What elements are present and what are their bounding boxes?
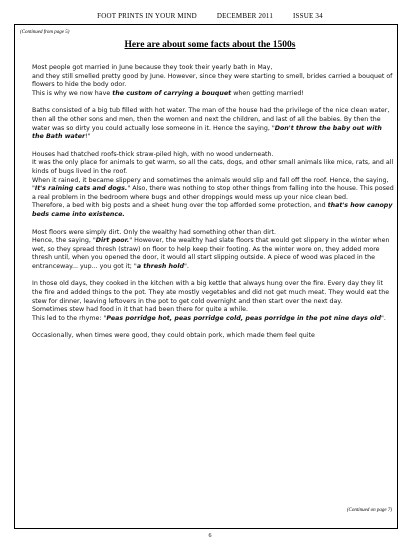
text-line: In those old days, they cooked in the kitchen with a big kettle that always hung over the fire. Every day they lit the fire and added things to the pot. They ate mostly vegetables and did not get much meat. They would eat the stew for dinner, leaving leftovers in the pot to get cold overnight and then start over the next day. bbox=[32, 280, 390, 305]
continued-from-note: (Continued from page 5) bbox=[20, 30, 70, 35]
text-line: Houses had thatched roofs-thick straw-piled high, with no wood underneath. bbox=[32, 150, 274, 158]
article-body bbox=[32, 64, 394, 350]
emphasis-phrase: Peas porridge hot, peas porridge cold, peas porridge in the pot nine days old bbox=[106, 314, 381, 322]
text-line: This is why we now have bbox=[32, 89, 113, 97]
text-line: ". bbox=[380, 314, 386, 322]
text-line: Most floors were simply dirt. Only the wealthy had something other than dirt. bbox=[32, 228, 277, 236]
continued-on-note: (Continued on page 7) bbox=[346, 508, 392, 513]
text-line: Occasionally, when times were good, they could obtain pork, which made them feel quite bbox=[32, 332, 315, 340]
text-line: When it rained, it became slippery and sometimes the animals would slip and fall off the roof. Hence, the saying, " bbox=[32, 176, 389, 193]
text-line: Therefore, a bed with big posts and a sheet hung over the top afforded some protection, and bbox=[32, 202, 328, 210]
publication-name: FOOT PRINTS IN YOUR MIND bbox=[97, 12, 197, 20]
paragraph-baths bbox=[32, 107, 394, 141]
text-line: " Also, there was nothing to stop other things from falling into the house. This posed a real problem in the bedroom where bugs and other droppings would mess up your nice clean bed. bbox=[32, 185, 394, 201]
text-line: Sometimes stew had food in it that had been there for quite a while. bbox=[32, 306, 249, 314]
paragraph-roofs bbox=[32, 151, 394, 220]
text-line: Hence, the saying, " bbox=[32, 237, 96, 245]
article-title: Here are about some facts about the 1500s bbox=[124, 40, 296, 50]
paragraph-wedding bbox=[32, 64, 394, 98]
text-line: " However, the wealthy had slate floors that would get slippery in the winter when wet, so they spread thresh (straw) on floor to help keep their footing. As the winter wore on, they added more thresh until, when you opened the door, it would all start slipping outside. A piece of wood was placed in the entranceway... yup... you got it; " bbox=[32, 237, 390, 270]
emphasis-phrase: Don't throw the baby out with the Bath water bbox=[32, 124, 382, 141]
text-line: It was the only place for animals to get warm, so all the cats, dogs, and other small animals like mice, rats, and all kinds of bugs lived in the roof. bbox=[32, 159, 394, 175]
text-line: ". bbox=[184, 262, 189, 270]
text-line: !" bbox=[85, 133, 91, 141]
emphasis-phrase: that's how canopy beds came into existence. bbox=[32, 202, 393, 218]
paragraph-floors bbox=[32, 229, 394, 272]
issue-number: ISSUE 34 bbox=[293, 12, 323, 20]
text-line: This led to the rhyme: " bbox=[32, 314, 107, 322]
text-line: when getting married! bbox=[231, 89, 304, 97]
text-line: Most people got married in June because they took their yearly bath in May, bbox=[32, 64, 273, 71]
emphasis-phrase: It's raining cats and dogs. bbox=[34, 185, 128, 193]
text-line: Baths consisted of a big tub filled with hot water. The man of the house had the privilege of the nice clean water, then all the other sons and men, then the women and next the children, and last of all the babies. By then the water was so dirty you could actually lose someone in it. Hence the saying, " bbox=[32, 107, 390, 132]
page-header bbox=[0, 12, 420, 20]
emphasis-phrase: the custom of carrying a bouquet bbox=[112, 89, 232, 97]
paragraph-kitchen bbox=[32, 280, 394, 323]
emphasis-phrase: Dirt poor. bbox=[95, 237, 130, 245]
page-number: 6 bbox=[208, 533, 212, 539]
issue-date: DECEMBER 2011 bbox=[216, 12, 274, 20]
paragraph-pork bbox=[32, 332, 394, 341]
emphasis-phrase: a thresh hold bbox=[136, 262, 185, 270]
text-line: and they still smelled pretty good by June. However, since they were starting to smell, brides carried a bouquet of flowers to hide the body odor. bbox=[32, 72, 393, 89]
